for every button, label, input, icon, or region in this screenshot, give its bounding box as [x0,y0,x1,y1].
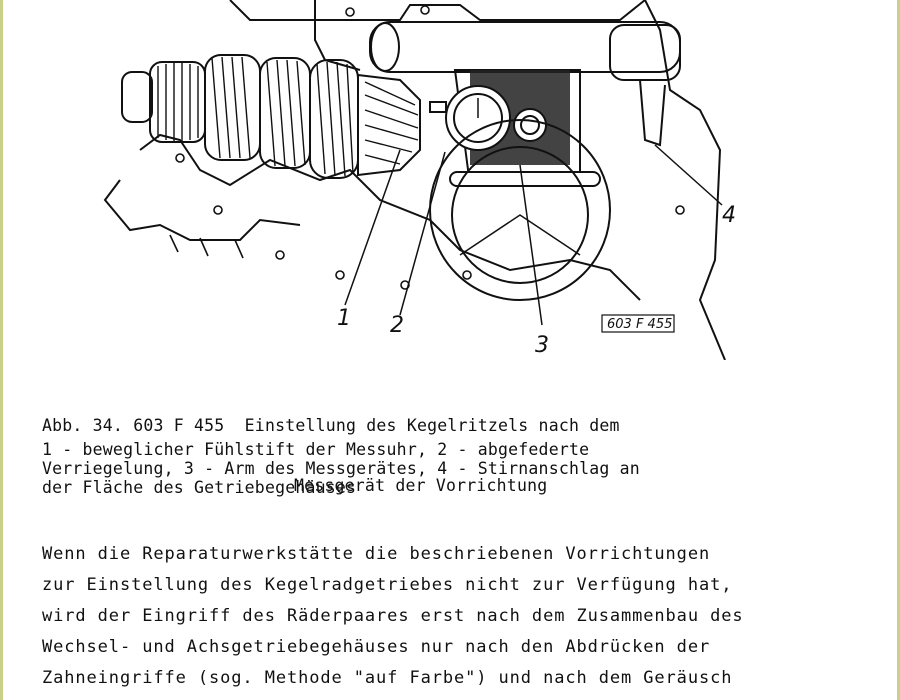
callout-3: 3 [535,333,549,358]
legend-line: der Fläche des Getriebegehäuses [42,478,357,497]
page-border-left [0,0,3,700]
callout-2: 2 [390,313,404,338]
technical-drawing [100,0,740,360]
body-line: Wenn die Reparaturwerkstätte die beschriebenen Vorrichtungen [42,544,711,564]
body-line: Wechsel- und Achsgetriebegehäuses nur nach den Abdrücken der [42,637,711,657]
legend-line: Verriegelung, 3 - Arm des Messgerätes, 4 - Stirnanschlag an [42,459,640,478]
figure-legend [42,440,862,497]
legend-line: 1 - beweglicher Fühlstift der Messuhr, 2 - abgefederte [42,440,590,459]
body-line: Zahneingriffe (sog. Methode "auf Farbe") und nach dem Geräusch [42,668,733,688]
body-line: zur Einstellung des Kegelradgetriebes nicht zur Verfügung hat, [42,575,733,595]
caption-line-2: Messgerät der Vorrichtung [294,476,548,495]
figure-code: 603 F 455 [607,317,673,332]
caption-line-1: Abb. 34. 603 F 455 Einstellung des Kegelritzels nach dem [42,416,620,435]
callout-1: 1 [337,306,351,331]
body-line: wird der Eingriff des Räderpaares erst nach dem Zusammenbau des [42,606,744,626]
body-paragraph [42,539,882,694]
callout-4: 4 [722,203,736,228]
